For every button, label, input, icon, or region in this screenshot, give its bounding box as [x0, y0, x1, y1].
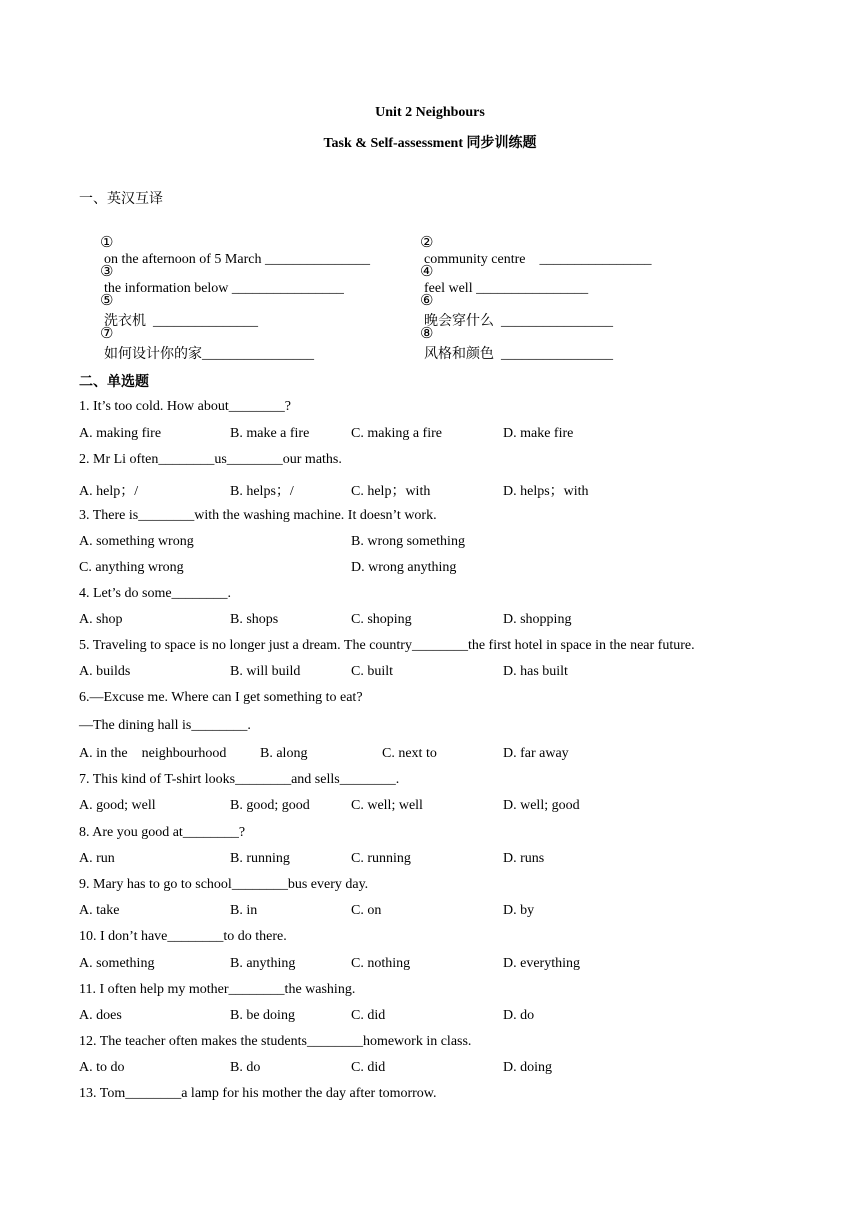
option-b: B. shops [230, 612, 279, 627]
question-stem: 11. I often help my mother________the washing. [79, 982, 356, 997]
option-a: A. shop [79, 612, 123, 627]
option-c: C. did [351, 1060, 386, 1075]
question-stem: 3. There is________with the washing machine. It doesn’t work. [79, 508, 437, 523]
item-text: feel well ________________ [424, 281, 589, 296]
question-stem: 10. I don’t have________to do there. [79, 929, 287, 944]
item-number: ④ [420, 264, 434, 280]
option-a: A. does [79, 1008, 122, 1023]
option-d: D. doing [503, 1060, 552, 1075]
option-d: D. by [503, 903, 535, 918]
option-d: D. has built [503, 664, 568, 679]
question-stem: 13. Tom________a lamp for his mother the day after tomorrow. [79, 1086, 437, 1101]
question-stem: 9. Mary has to go to school________bus every day. [79, 877, 369, 892]
option-c: C. anything wrong [79, 560, 184, 575]
item-number: ⑦ [100, 326, 114, 342]
option-a: A. something wrong [79, 534, 194, 549]
item-number: ① [100, 235, 114, 251]
option-d: D. everything [503, 956, 580, 971]
option-b: B. in [230, 903, 258, 918]
option-d: D. runs [503, 851, 545, 866]
question-stem: 5. Traveling to space is no longer just a dream. The country________the first hotel in space in the near future. [79, 638, 695, 653]
option-b: B. be doing [230, 1008, 295, 1023]
vocab-item [93, 308, 314, 363]
option-c: C. help；with [351, 484, 431, 499]
item-number: ③ [100, 264, 114, 280]
option-a: A. take [79, 903, 120, 918]
option-b: B. helps；/ [230, 484, 294, 499]
item-text: 风格和颜色 ________________ [424, 347, 613, 362]
item-number: ⑥ [420, 293, 434, 309]
option-b: B. will build [230, 664, 301, 679]
option-d: D. make fire [503, 426, 574, 441]
question-stem-reply: —The dining hall is________. [79, 718, 251, 733]
option-b: B. do [230, 1060, 261, 1075]
option-d: D. wrong anything [351, 560, 457, 575]
vocab-item [413, 308, 613, 363]
option-c: C. built [351, 664, 394, 679]
question-stem: 4. Let’s do some________. [79, 586, 232, 601]
option-d: D. far away [503, 746, 569, 761]
option-c: C. nothing [351, 956, 411, 971]
option-d: D. do [503, 1008, 535, 1023]
question-stem: 2. Mr Li often________us________our maths. [79, 452, 342, 467]
option-a: A. to do [79, 1060, 125, 1075]
question-stem: 8. Are you good at________? [79, 825, 246, 840]
option-a: A. good; well [79, 798, 156, 813]
option-c: C. running [351, 851, 411, 866]
option-b: B. make a fire [230, 426, 310, 441]
option-a: A. run [79, 851, 115, 866]
option-a: A. in the neighbourhood [79, 746, 227, 761]
item-text: community centre ________________ [424, 252, 652, 267]
option-c: C. did [351, 1008, 386, 1023]
option-b: B. along [260, 746, 308, 761]
item-number: ⑧ [420, 326, 434, 342]
question-stem: 6.—Excuse me. Where can I get something to eat? [79, 690, 363, 705]
option-c: C. well; well [351, 798, 423, 813]
item-text: on the afternoon of 5 March _______________ [104, 252, 370, 267]
option-b: B. anything [230, 956, 296, 971]
page-subtitle: Task & Self-assessment 同步训练题 [323, 136, 537, 151]
item-text: the information below ________________ [104, 281, 344, 296]
item-number: ② [420, 235, 434, 251]
option-c: C. next to [382, 746, 437, 761]
item-text: 洗衣机 _______________ [104, 314, 258, 329]
option-a: A. making fire [79, 426, 162, 441]
page-title: Unit 2 Neighbours [375, 105, 485, 120]
option-d: D. well; good [503, 798, 580, 813]
item-number: ⑤ [100, 293, 114, 309]
option-c: C. shoping [351, 612, 412, 627]
section-heading-multiple-choice: 二、单选题 [79, 375, 149, 390]
option-a: A. help；/ [79, 484, 139, 499]
option-d: D. shopping [503, 612, 572, 627]
item-text: 如何设计你的家________________ [104, 347, 314, 362]
option-b: B. wrong something [351, 534, 465, 549]
item-text: 晚会穿什么 ________________ [424, 314, 613, 329]
question-stem: 7. This kind of T-shirt looks________and sells________. [79, 772, 400, 787]
question-stem: 12. The teacher often makes the students________homework in class. [79, 1034, 472, 1049]
question-stem: 1. It’s too cold. How about________? [79, 399, 291, 414]
option-b: B. good; good [230, 798, 310, 813]
option-a: A. builds [79, 664, 131, 679]
option-b: B. running [230, 851, 290, 866]
section-heading-translation: 一、英汉互译 [79, 192, 163, 207]
option-d: D. helps；with [503, 484, 589, 499]
option-c: C. making a fire [351, 426, 442, 441]
option-c: C. on [351, 903, 382, 918]
option-a: A. something [79, 956, 155, 971]
